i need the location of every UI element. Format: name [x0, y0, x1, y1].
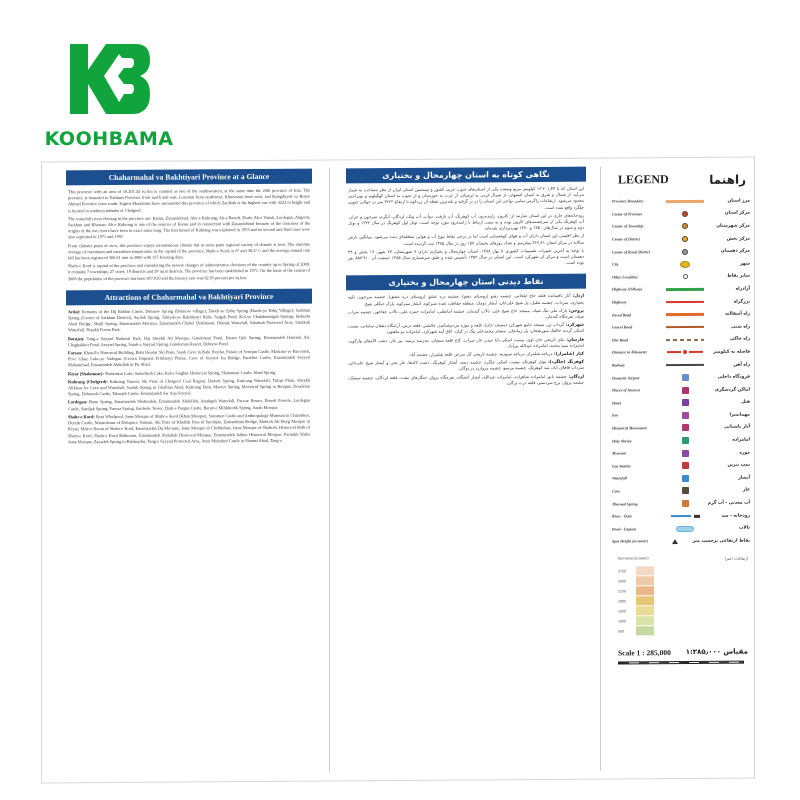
legend-label-fa: راه آسفالته [725, 311, 750, 317]
legend-label-fa: آب معدنی - آب گرم [707, 500, 750, 506]
attraction-paragraph [60, 369, 318, 377]
legend-symbol-icon [657, 536, 693, 546]
legend-label-fa: مرکز شهرستان [716, 223, 750, 229]
legend-label-en: Distance in Kilometer [612, 350, 648, 355]
attraction-place: Shahr-e Kord: [68, 414, 95, 420]
legend-label-fa: پمپ بنزین [727, 462, 750, 468]
legend-symbol-icon [664, 209, 706, 219]
intro-paragraph: From climatic point of view, this province enjoys mountainous climate but in some parts regional variety of climate is seen. The absolute average of maximum and maximum temperature in the capital of the province, Shahr-e Kord, is 6° and 38.2° C and the average annual rain fall has been registered 366.61 mm in 2006 with 157 freezing days. [68, 241, 310, 261]
attraction-place-fa: لردگان: [568, 373, 584, 379]
legend-label-en: Museum [612, 451, 627, 456]
legend-row [612, 232, 750, 246]
legend-row [612, 409, 750, 423]
attraction-paragraph-fa [340, 359, 592, 373]
legend-symbol-icon [664, 234, 706, 244]
legend-row [612, 308, 750, 322]
attraction-place-fa: فارسان: [566, 336, 584, 342]
elevation-title: Elevation (in meter) [618, 555, 649, 561]
attraction-text: Kuhrang Tunnel, Ski Piste of Chelgerd Coal Region, Dameh Spring, Kuhrang Waterfall, Tulips Plain, Sheykh Alikhan Ice Cave and Waterfall, Sardab Spring in Ghafilan Abad, Kuhrang Dam, Marsev Spring, Morvarid Spring in Bovgan, Doudelan Spring, Dehnowh Castle, Tabaqeh Castle, Emamzadeh Sar Aqa Seyyed. [68, 377, 311, 397]
legend-label-en: Highway (Tollway) [612, 287, 643, 292]
attraction-paragraph [60, 307, 318, 334]
legend-label-fa: فاصله به کیلومتر [713, 349, 750, 355]
legend-symbol-icon [664, 196, 706, 206]
legend-symbol-icon [664, 461, 706, 471]
legend-header [608, 158, 754, 196]
persian-column [340, 159, 592, 781]
legend-label-en: Paved Road [612, 313, 632, 318]
legend-label-en: Center of District [612, 237, 640, 242]
attractions-english [60, 307, 318, 445]
legend-symbol-icon [664, 259, 706, 269]
legend-label-fa: مهمانسرا [729, 412, 750, 418]
legend-row [612, 421, 750, 435]
legend-label-en: Railway [612, 363, 625, 368]
attraction-text: Beni Whirlpool, Jame Mosque of Shahr-e Kord (Khan Mosque), Sonsmen Castle and Anthropology Museum in Chaleshtor, Deresh Castle, Mausoleum of Dehqan-e Samani, Ski Piste of Khalfak Pass in Surehjan, Zamankhan Bridge, Mohreh Ali Beyg Mosque in Kiyan, Mirror Room of Shahr-e Kord, Emamzadeh Du Ma-tune, Jame Mosque of Chehkohan, Jame Mosque of Shahreh, Historical Bath of Shahr-e Kord, Shahr-e Kord Bathroom, Emamzadeh Abdollah Historical Mosque, Emamzadeh Jabber Historical Mosque, Parmikh Shahr Jame Mosque, Zayadeh Spring in Babhaydar, Tang-e Sayyad Protected Area, Amir Mojtahed Castle in Shamsi Abad, Tang-e. [68, 412, 311, 445]
elevation-title-row [618, 555, 748, 561]
attraction-text: Remains of the Hij Bablan Castle, Dehnow Spring (Dehnow village); Dareh-ye Eshq Spring (Dareh-ye Eshq Village); Sarkhun Spring (Center of Sarkhun District), Sardab Spring, Tabiyeh-ye Bakhtiyari Halls, Saigah Pond, Kol-ye Chalabarnegah Springs, Behesht Abad Bridge, Shalil Spring, Emamzadeh Morteza, Emamzadeh Chehel Dokhtaran, Dumak Waterfall, Sabzkuh Protected Area, Sabzkuh Waterfall, Shaykh Forest Park. [68, 307, 310, 333]
scale-bar [618, 660, 744, 664]
map-guide-sheet [42, 158, 754, 783]
legend-row [612, 346, 750, 360]
attraction-paragraph [60, 398, 318, 412]
legend-symbol-icon [664, 335, 706, 345]
elevation-ticks [618, 566, 626, 636]
attraction-paragraph-fa [340, 351, 592, 359]
legend-symbol-icon [664, 435, 706, 445]
intro-paragraph-fa: رودخانه‌های جاری در این استان عبارتند از: کارون، زاینده‌رود، آب کوهرنگ، آب بازفت، دوآب، آب ونک، لردگان، آبگرم، سرخون و خران. آب کوهرنگ یکی از سرچشمه‌های کارون بوده و به سبب ارتباط با زاینده‌رود مورد توجه است. تونل اول کوهرنگ در سال ۱۳۳۲ و تونل دوم و سوم در سال‌های ۱۳۵۰ و ۱۳۷۰ بهره‌برداری شده‌اند. [348, 212, 584, 231]
legend-label-en: Gas Station [612, 464, 631, 469]
legend-symbol-icon [664, 524, 706, 534]
scale-label-fa: مقیاس ۱:۲۸۵٫۰۰۰ [685, 647, 748, 657]
legend-label-fa: راه خاکی [730, 336, 750, 343]
attraction-paragraph [60, 334, 318, 348]
legend-symbol-icon [664, 284, 706, 294]
legend-symbol-icon [664, 486, 706, 496]
legend-symbol-icon [664, 473, 706, 483]
legend-label-fa: مرکز استان [724, 210, 750, 217]
elevation-band [636, 606, 654, 616]
legend-row [612, 396, 750, 410]
legend-symbol-icon [664, 423, 706, 433]
legend-row [612, 535, 750, 549]
intro-paragraph-fa: با توجه به آخرین تغییرات تقسیمات کشوری تا بهار ۱۳۸۸، استان چهارمحال و بختیاری دارای ۷ شهرستان، ۲۷ شهر، ۱۹ بخش و ۳۹ دهستان است و مرکز آن شهرکرد است. این استان در سال ۱۳۵۲ تأسیس شده و طبق سرشماری سال ۱۳۸۵ جمعیت آن ۸۵۷٬۹۱۰ نفر بوده است. [348, 247, 584, 266]
legend-row [612, 258, 750, 272]
legend-row [612, 497, 750, 511]
intro-paragraph: Shahr-e Kord is capital of the province and considering the newest changes of administrative divisions of the country up to Spring of 2009, it contains 7 townships, 27 cities, 19 districts and 39 rural districts. The province has been established in 1971. On the basis of the census of 2006 the population of the province has been 857,910 and the literacy rate was 82.95 percent per sq km. [68, 261, 310, 281]
attraction-paragraph-fa [340, 293, 592, 307]
attractions-banner: Attractions of Chaharmahal va Bakhtiyari Province [66, 288, 312, 305]
elevation-tick: 1800 [618, 599, 626, 604]
legend-symbol-icon [664, 398, 706, 408]
legend-label-fa: رودخانه - سد [721, 513, 750, 519]
elevation-bars [636, 566, 654, 636]
attraction-text-fa: چشمه بانو، امامزاده شاهزاده، امامزاده عبدالله، آبشار آتشگاه، تفرجگاه پرواز، جنگل‌های بنفت، قلعه لردگان، چشمه سنجک، چشمه پرواز، برج سردسیر، قلعه درب پرگان. [348, 373, 584, 386]
legend-label-en: River - Dam [612, 514, 632, 519]
attraction-text-fa: تونل کوهرنگ، پیست اسکی چلگرد، چشمه دیمه، آبشار کوهرنگ، دشت لاله‌ها، غار یخی و آبشار شیخ علی‌خان، سرداب قافلان آباد، سد کوهرنگ، چشمه مرسو، چشمه مروارید در بوگان. [348, 359, 584, 372]
legend-symbol-icon [664, 247, 706, 257]
legend-row [612, 472, 750, 486]
attraction-place-fa: کوهرنگ (چلگرد): [548, 358, 584, 365]
elevation-tick: 500 [618, 629, 624, 634]
legend-row [612, 509, 750, 523]
attraction-place-fa: شهرکرد: [565, 321, 584, 328]
legend-label-fa: تالاب [739, 525, 750, 531]
legend-label-en: Places of Interest [612, 388, 640, 393]
legend-row [612, 320, 750, 334]
legend-label-en: Inn [612, 413, 618, 418]
legend-label-en: Center of Province [612, 212, 643, 217]
legend-label-fa: نقاط ارتفاعی برحسب متر [692, 538, 750, 544]
attraction-place: Lordegan: [68, 399, 88, 405]
legend-row [612, 383, 750, 397]
legend-row [612, 220, 750, 234]
intro-paragraph-fa: از نظر اقلیمی این استان دارای آب و هوای کوهستانی است اما در برخی نقاط تنوع آب و هوایی منطقه‌ای دیده می‌شود. میانگین بارش سالانه در مرکز استان ۳۶۶٫۶۱ میلی‌متر و تعداد روزهای یخبندان ۱۵۷ روز در سال ۱۳۸۵ ثبت گردیده است. [348, 233, 584, 246]
legend-label-fa: آثار باستانی [723, 425, 750, 431]
attraction-paragraph-fa [340, 322, 592, 336]
scale-row [608, 641, 754, 657]
attractions-persian [340, 293, 592, 387]
province-glance-banner-fa: نگاهی کوتاه به استان چهارمحال و بختیاری [346, 167, 586, 184]
legend-title: LEGEND [618, 172, 669, 187]
legend-label-fa: بزرگراه [733, 299, 750, 305]
legend-label-en: Historical Monument [612, 426, 647, 431]
attraction-paragraph-fa [340, 336, 592, 350]
elevation-tick: 2500 [618, 579, 626, 584]
legend-symbol-icon [664, 372, 706, 382]
legend-label-fa: مرکز دهستان [720, 248, 750, 254]
legend-label-fa: فرودگاه داخلی [717, 374, 750, 380]
legend-column [608, 158, 754, 779]
column-divider [600, 167, 601, 771]
legend-row [612, 522, 750, 536]
legend-label-en: Hotel [612, 401, 621, 406]
legend-label-en: Other Localities [612, 275, 638, 280]
brand-name: KOOHBAMA [44, 128, 174, 150]
legend-title-fa: راهنما [709, 172, 746, 187]
legend-row [612, 207, 750, 221]
attraction-paragraph [60, 349, 318, 369]
legend-label-en: Pond - Lagoon [612, 527, 636, 532]
english-column [60, 161, 318, 783]
elevation-tick: 1500 [618, 609, 626, 614]
legend-label-en: Highway [612, 300, 627, 305]
elevation-band [636, 586, 654, 596]
legend-row [612, 484, 750, 498]
intro-english [60, 188, 318, 283]
intro-paragraph: The waterfall rivers flowing in the province are: Karun, Zayandehrud, Abe-e Kuhrang, Ab-e Bazoft, Doab, Ab-e Vanak, Lordegan, Abgerm, Sarkhun and Kherran. Ab-e Kuhrang is one of the sources of Karun and in connection with Zayandehrud because of the clearness of the origins of the two rivers have been in exact same tong. The first tunnel of Kuhrang was exploited in 1953 and its second and third ones were also exploited in 1971 and 1991. [68, 214, 310, 240]
legend-label-fa: آبشار [738, 475, 750, 481]
attraction-place: Ardal: [68, 309, 81, 315]
elevation-tick: 2150 [618, 589, 626, 594]
legend-label-fa: هتل [741, 399, 750, 405]
legend-row [612, 459, 750, 473]
attraction-text-fa: گرداب بن، مسجد جامع شهرکرد (مسجد خان)، قلعه و موزه مردم‌شناسی چالشتر، قلعه درش، آرامگاه دهقان سامانی، پیست اسکی گردنه خالفک سورشجان، پل زمانخان، مسجد محمدعلی بیگ در کیان، اتاق آینه شهرکرد، امامزاده دو ماهتون. [348, 322, 584, 335]
elevation-band [636, 566, 654, 576]
intro-paragraph-fa: این استان که با ۱۶٬۲۰۱٫۴۴ کیلومتر مربع وسعت یکی از استان‌های جنوب غربی کشور و بیستمین استان ایران از نظر مساحت به شمار می‌آید، از شمال و شرق به استان اصفهان، از شمال غربی به لرستان، از غرب به خوزستان و از جنوب به استان کهگیلویه و بویراحمد محدود می‌شود. ارتفاعات زاگرس تمامی نواحی این استان را در بر گرفته و بلندترین نقطه آن زردکوه با ارتفاع ۴۲۲۲ متر در حوالی جنوبی چلگرد واقع شده است. [348, 185, 584, 210]
legend-row [612, 434, 750, 448]
legend-label-en: Gravel Road [612, 325, 633, 330]
legend-label-en: Spot Height (in meter) [612, 539, 648, 544]
legend-label-fa: مرز استان [727, 198, 750, 204]
legend-symbol-icon [664, 360, 706, 370]
attraction-text-fa: دریاچه شلمزار، دریاچه سنودیه، چشمه تاریخی کل سرغر، قلعه شلمزار، چشمه آباد. [408, 350, 553, 357]
legend-label-en: Domestic Airport [612, 375, 640, 381]
elevation-tick: 2750 [618, 569, 626, 574]
legend-symbol-icon [664, 347, 706, 357]
legend-symbol-icon [664, 410, 706, 420]
attraction-text-fa: بنای تاریخی خان اوی، پیست اسکی بابا حیدر، غار سراب، کاخ قلعه سنجان، مدرسه برمیه، پیر غار، دشت لاله‌های واژگون، امامزاده سید محمد، امامزاده عبدالله پیرآباد. [348, 336, 584, 349]
attraction-text: Tang-e Sayyad National Park, Haj Sheykh Ali Mosque, Gandoman Pond, Emam Qoli Spring, Emamzadeh Hamzeh Ali, Chaghakhor Pond, Sayyad Spring, Sarab-e Sayyad Spring, Gandoman Resort, Dehnow Pond. [68, 334, 310, 348]
legend-symbol-icon [664, 448, 706, 458]
attraction-text-fa: آثار باقیمانده قلعه حاج ایلخانی، چشمه دهنو (روستای دهنو)، چشمه دره عشق (روستای دره عشق)، چشمه سرخون، تکیه بختیاری، سرداب، چشمه شلیل، پل شیخ علی‌خان، آبشار دومک، منطقه حفاظت شده سبزکوه، آبشار سبزکوه، پارک جنگلی شیخ. [348, 293, 584, 306]
attraction-paragraph-fa [340, 307, 592, 321]
legend-symbol-icon [664, 385, 706, 395]
legend-label-fa: غار [742, 487, 750, 494]
intro-paragraph: This province with an area of 16,201.44 sq km is counted as one of the southwestern, at the same time the 20th province of Iran. The province is bounded to Esfahan Province from north and east, Lorestan from northwest, Khuzestan from west, and Kohgiluyeh va Boyer Ahmad Province from south. Zagros Mountains have surrounded this province of which Zardkuh is the highest one with 4222 m height and is located in southern suburbs of Chelgerd. [68, 187, 310, 213]
brand-logo [34, 40, 184, 165]
attraction-paragraph [60, 377, 318, 397]
elevation-band [636, 626, 654, 636]
attraction-paragraph-fa [340, 373, 592, 387]
legend-label-fa: راه آهن [733, 362, 750, 368]
legend-label-en: Thermal Spring [612, 501, 638, 507]
elevation-band [636, 576, 654, 586]
legend-label-en: City [612, 262, 619, 267]
elevation-band [636, 616, 654, 626]
legend-label-en: Center of Township [612, 224, 644, 229]
legend-symbol-icon [664, 511, 706, 521]
attraction-place: Kuhrang (Chelgerd): [68, 378, 108, 385]
attraction-place: Farsan: [68, 350, 83, 356]
legend-list [608, 195, 754, 549]
attraction-paragraph [60, 412, 318, 445]
attraction-place-fa: اردل: [572, 293, 584, 299]
legend-symbol-icon [664, 272, 706, 282]
legend-label-fa: آزادراه [735, 286, 750, 292]
legend-label-fa: سایر نقاط [727, 273, 750, 280]
legend-label-fa: مرکز بخش [726, 236, 750, 242]
attraction-place-fa: بروجن: [568, 307, 584, 313]
attraction-place: Borujen: [68, 335, 85, 341]
legend-symbol-icon [664, 309, 706, 319]
attraction-place-fa: کیار (شلمزار): [553, 350, 584, 356]
legend-row [612, 358, 750, 372]
attraction-text: Banu Spring, Emamzadeh Shahzadeh, Emamzadeh Abdollah, Atashgah Waterfall, Parvaz Resort, Banoft Forests, Lordegan Castle, Sandjak Spring, Parvaz Spring, Sardsehr Tower, Darb-e Pargan Castle, Barun-e Milikheshk Spring, Sarab Mosque. [68, 398, 310, 411]
legend-symbol-icon [664, 498, 706, 508]
legend-row [612, 245, 750, 259]
legend-label-fa: امامزاده [732, 437, 750, 443]
attraction-text: Shalamzar Lake, Sanudiyeh Lake, Kal-e Sarghar Historical Spring, Shalamzar Castle, Abad Spring. [104, 369, 277, 376]
scale-label: Scale 1 : 285,000 [618, 647, 671, 658]
legend-label-en: Waterfall [612, 476, 627, 481]
legend-label-fa: اماکن گردشگری [714, 387, 750, 393]
column-divider [329, 168, 330, 772]
elevation-band [636, 596, 654, 606]
legend-row [612, 333, 750, 347]
legend-row [612, 195, 750, 209]
attraction-text-fa: پارک ملی تنگ صیاد، مسجد حاج شیخ علی، تالاب گندمان، چشمه امامقلی، امامزاده حمزه علی، تالاب چغاخور، چشمه سراب صیاد، تفرجگاه گندمان. [348, 307, 584, 320]
elevation-tick: 1000 [618, 619, 626, 624]
legend-row [612, 283, 750, 297]
legend-label-fa: راه شنی [731, 324, 750, 330]
legend-row [612, 371, 750, 385]
elevation-key [618, 555, 748, 642]
legend-row [612, 295, 750, 309]
legend-row [612, 446, 750, 460]
legend-row [612, 270, 750, 284]
legend-label-fa: شهر [740, 261, 750, 267]
elevation-title-fa: ارتفاعات (متر) [724, 555, 748, 561]
legend-symbol-icon [664, 322, 706, 332]
legend-label-en: Holy Shrine [612, 438, 632, 444]
province-glance-banner: Chaharmahal va Bakhtiyari Province at a Glance [66, 169, 312, 186]
attraction-place: Kiyar (Shalamzar): [68, 370, 104, 376]
legend-label-en: Center of Rural District [612, 249, 651, 255]
koohbama-logo-icon [66, 40, 152, 118]
legend-symbol-icon [664, 297, 706, 307]
intro-persian [340, 186, 592, 268]
legend-symbol-icon [664, 221, 706, 231]
legend-label-en: Cave [612, 489, 620, 494]
legend-label-fa: موزه [739, 450, 750, 456]
legend-label-en: Province Boundary [612, 199, 644, 204]
legend-label-en: Dirt Road [612, 338, 628, 343]
attractions-banner-fa: نقاط دیدنی استان چهارمحال و بختیاری [346, 274, 586, 291]
attraction-text: Khan-Ev Historical Building, Babi Heydar Ski Piste, Sarab Cave in Babi Heydar, Palace of Senejan Castle, Madrasa-ye Bar-mieh, Pir-e Ghar, Lake-ye Vadegan (Crown Imperial Fritillary) Plains, Cave of Seyyed Isa Bridge, Paradise Castle, Emamzadeh Seyyed Mohammad, Emamzadeh Abdollah in Pir Abad. [68, 348, 310, 368]
